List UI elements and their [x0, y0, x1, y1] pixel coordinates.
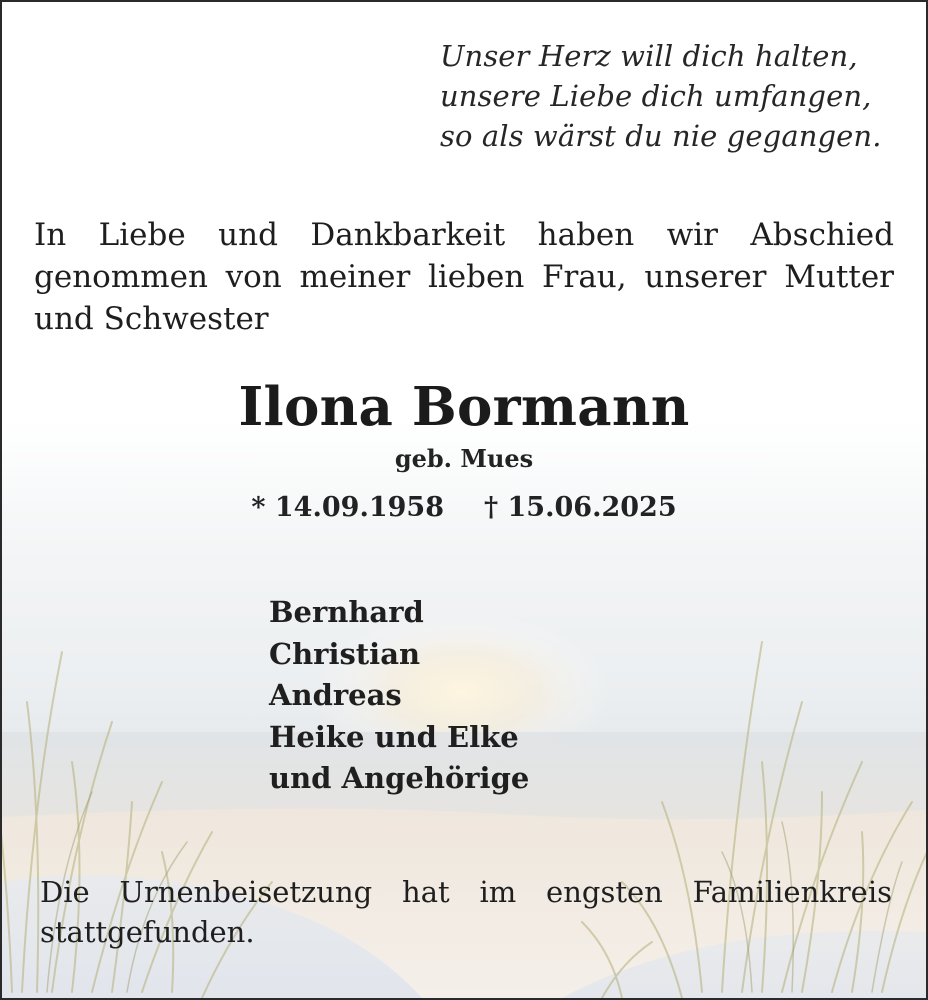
deceased-name: Ilona Bormann [238, 376, 690, 438]
verse-line: so als wärst du nie gegangen. [440, 119, 882, 153]
mourner-name: Christian [269, 636, 421, 671]
intro-text: In Liebe und Dankbarkeit haben wir Abschied genommen von meiner lieben Frau, unserer Mutter und Schwester [34, 217, 894, 337]
mourner-name: Bernhard [269, 595, 424, 629]
verse-line: Unser Herz will dich halten, [440, 39, 858, 73]
maiden-name: geb. Mues [394, 444, 534, 473]
verse-line: unsere Liebe dich umfangen, [440, 79, 872, 113]
memorial-verse [440, 36, 882, 156]
mourners-list [269, 592, 529, 800]
mourner-name: und Angehörige [269, 761, 530, 795]
closing-note: Die Urnenbeisetzung hat im engsten Familienkreis stattgefunden. [40, 875, 892, 949]
life-dates [2, 489, 926, 527]
mourner-name: Heike und Elke [269, 719, 519, 754]
death-date: † 15.06.2025 [484, 492, 677, 523]
mourner-name: Andreas [269, 678, 402, 712]
birth-date: * 14.09.1958 [251, 492, 444, 523]
